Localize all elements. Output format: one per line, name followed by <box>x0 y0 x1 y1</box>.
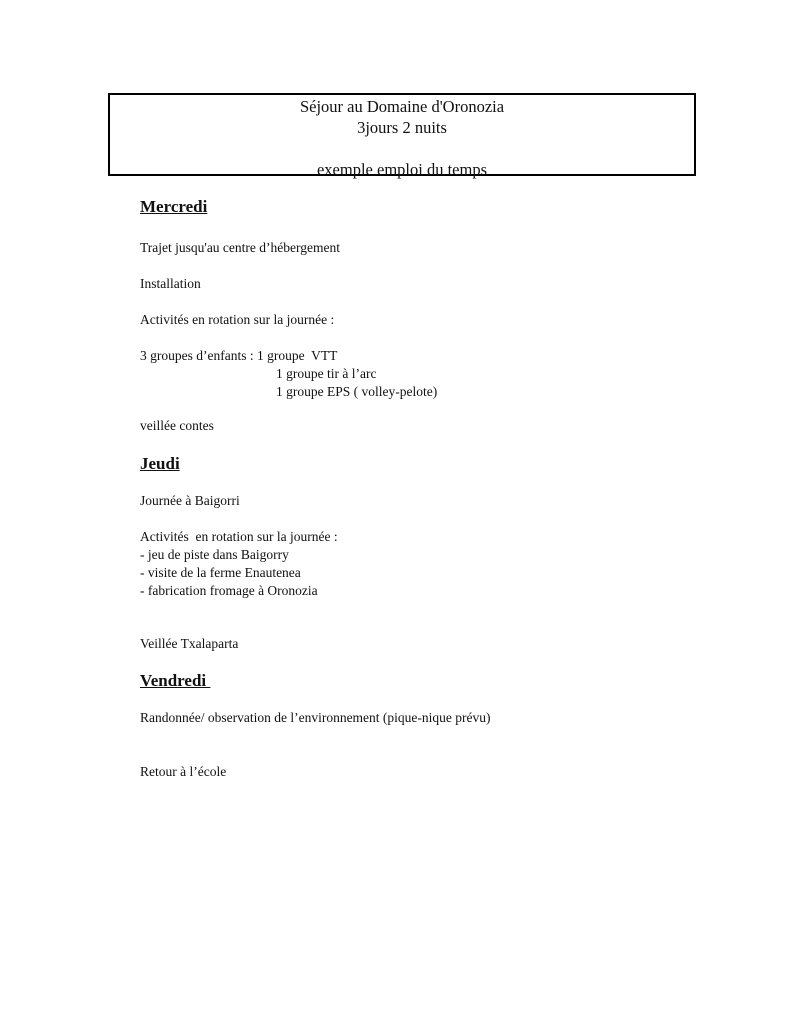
day-heading-jeudi: Jeudi <box>140 454 180 473</box>
mercredi-trajet: Trajet jusqu'au centre d’hébergement <box>140 240 340 255</box>
duration-subtitle: 3jours 2 nuits <box>357 118 447 137</box>
mercredi-activites: Activités en rotation sur la journée : <box>140 312 335 327</box>
jeudi-item-visite-ferme: - visite de la ferme Enautenea <box>140 565 301 580</box>
jeudi-veillee: Veillée Txalaparta <box>140 636 239 651</box>
jeudi-item-jeu-de-piste: - jeu de piste dans Baigorry <box>140 547 289 562</box>
day-heading-vendredi: Vendredi <box>140 671 211 690</box>
jeudi-item-fromage: - fabrication fromage à Oronozia <box>140 583 318 598</box>
jeudi-activites: Activités en rotation sur la journée : <box>140 529 338 544</box>
vendredi-retour: Retour à l’école <box>140 764 227 779</box>
mercredi-groupe-eps: 1 groupe EPS ( volley-pelote) <box>276 384 438 399</box>
mercredi-groupe-tir: 1 groupe tir à l’arc <box>276 366 377 381</box>
mercredi-installation: Installation <box>140 276 201 291</box>
day-heading-mercredi: Mercredi <box>140 197 208 216</box>
title-box <box>108 93 696 179</box>
mercredi-veillee: veillée contes <box>140 418 214 433</box>
mercredi-groupe-vtt: 3 groupes d’enfants : 1 groupe VTT <box>140 348 338 363</box>
document-title: Séjour au Domaine d'Oronozia <box>299 97 505 116</box>
schedule-subtitle: exemple emploi du temps <box>316 160 487 179</box>
jeudi-journee: Journée à Baigorri <box>140 493 240 508</box>
blank-line <box>110 138 694 159</box>
vendredi-randonnee: Randonnée/ observation de l’environnement (pique-nique prévu) <box>140 710 491 725</box>
